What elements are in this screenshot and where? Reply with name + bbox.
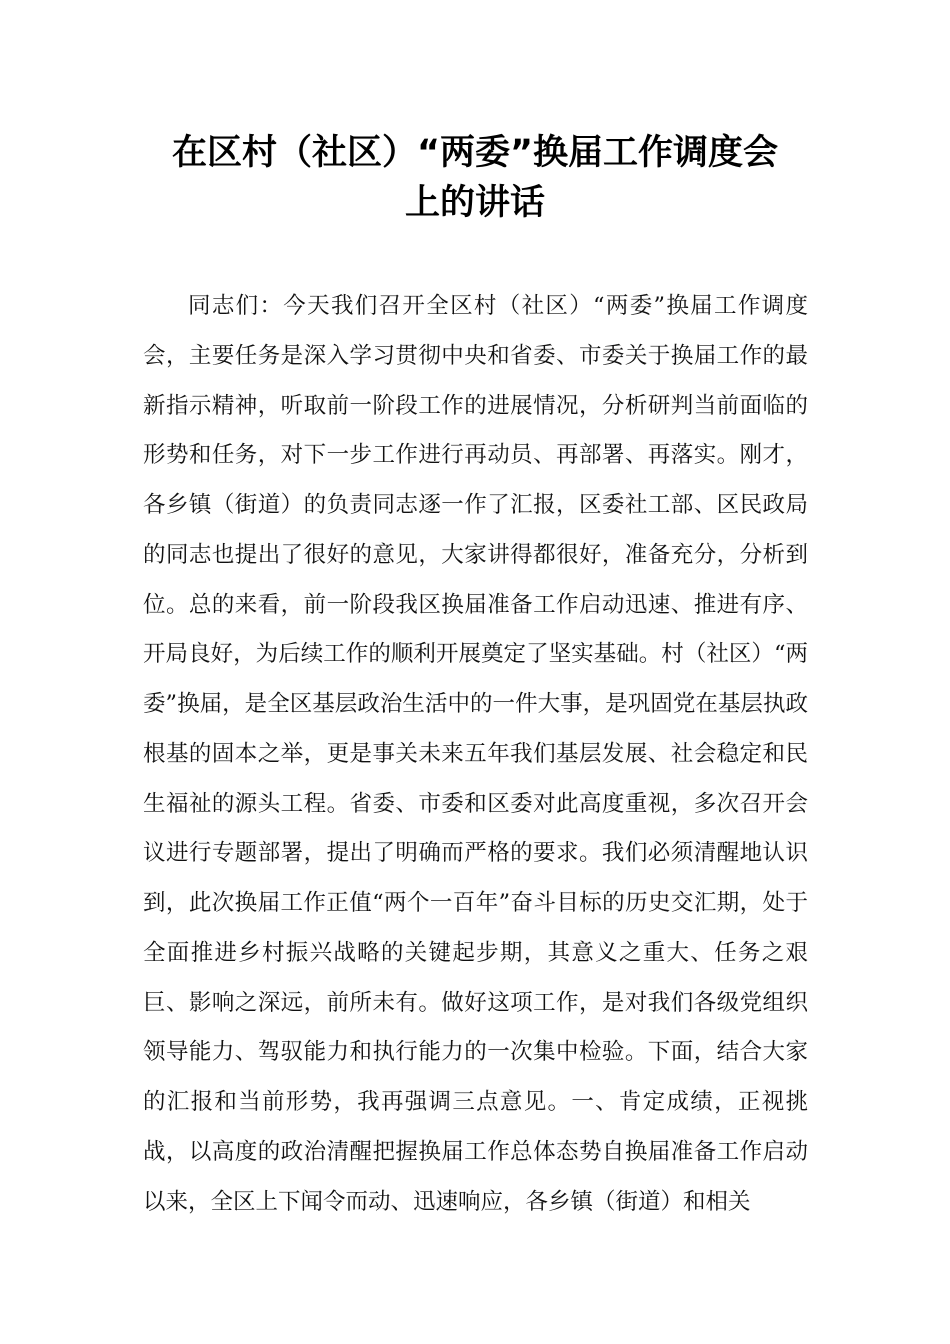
- document-title: [100, 128, 850, 228]
- title-line-2: 上的讲话: [404, 183, 545, 223]
- body-paragraph: 同志们：今天我们召开全区村（社区）“两委”换届工作调度会，主要任务是深入学习贯彻中央和省委、市委关于换届工作的最新指示精神，听取前一阶段工作的进展情况，分析研判当前面临的形势和任务，对下一步工作进行再动员、再部署、再落实。刚才，各乡镇（街道）的负责同志逐一作了汇报，区委社工部、区民政局的同志也提出了很好的意见，大家讲得都很好，准备充分，分析到位。总的来看，前一阶段我区换届准备工作启动迅速、推进有序、开局良好，为后续工作的顺利开展奠定了坚实基础。村（社区）“两委”换届，是全区基层政治生活中的一件大事，是巩固党在基层执政根基的固本之举，更是事关未来五年我们基层发展、社会稳定和民生福祉的源头工程。省委、市委和区委对此高度重视，多次召开会议进行专题部署，提出了明确而严格的要求。我们必须清醒地认识到，此次换届工作正值“两个一百年”奋斗目标的历史交汇期，处于全面推进乡村振兴战略的关键起步期，其意义之重大、任务之艰巨、影响之深远，前所未有。做好这项工作，是对我们各级党组织领导能力、驾驭能力和执行能力的一次集中检验。下面，结合大家的汇报和当前形势，我再强调三点意见。一、肯定成绩，正视挑战，以高度的政治清醒把握换届工作总体态势自换届准备工作启动以来，全区上下闻令而动、迅速响应，各乡镇（街道）和相关: [143, 293, 808, 1215]
- title-line-1: 在区村（社区）“两委”换届工作调度会: [171, 133, 778, 173]
